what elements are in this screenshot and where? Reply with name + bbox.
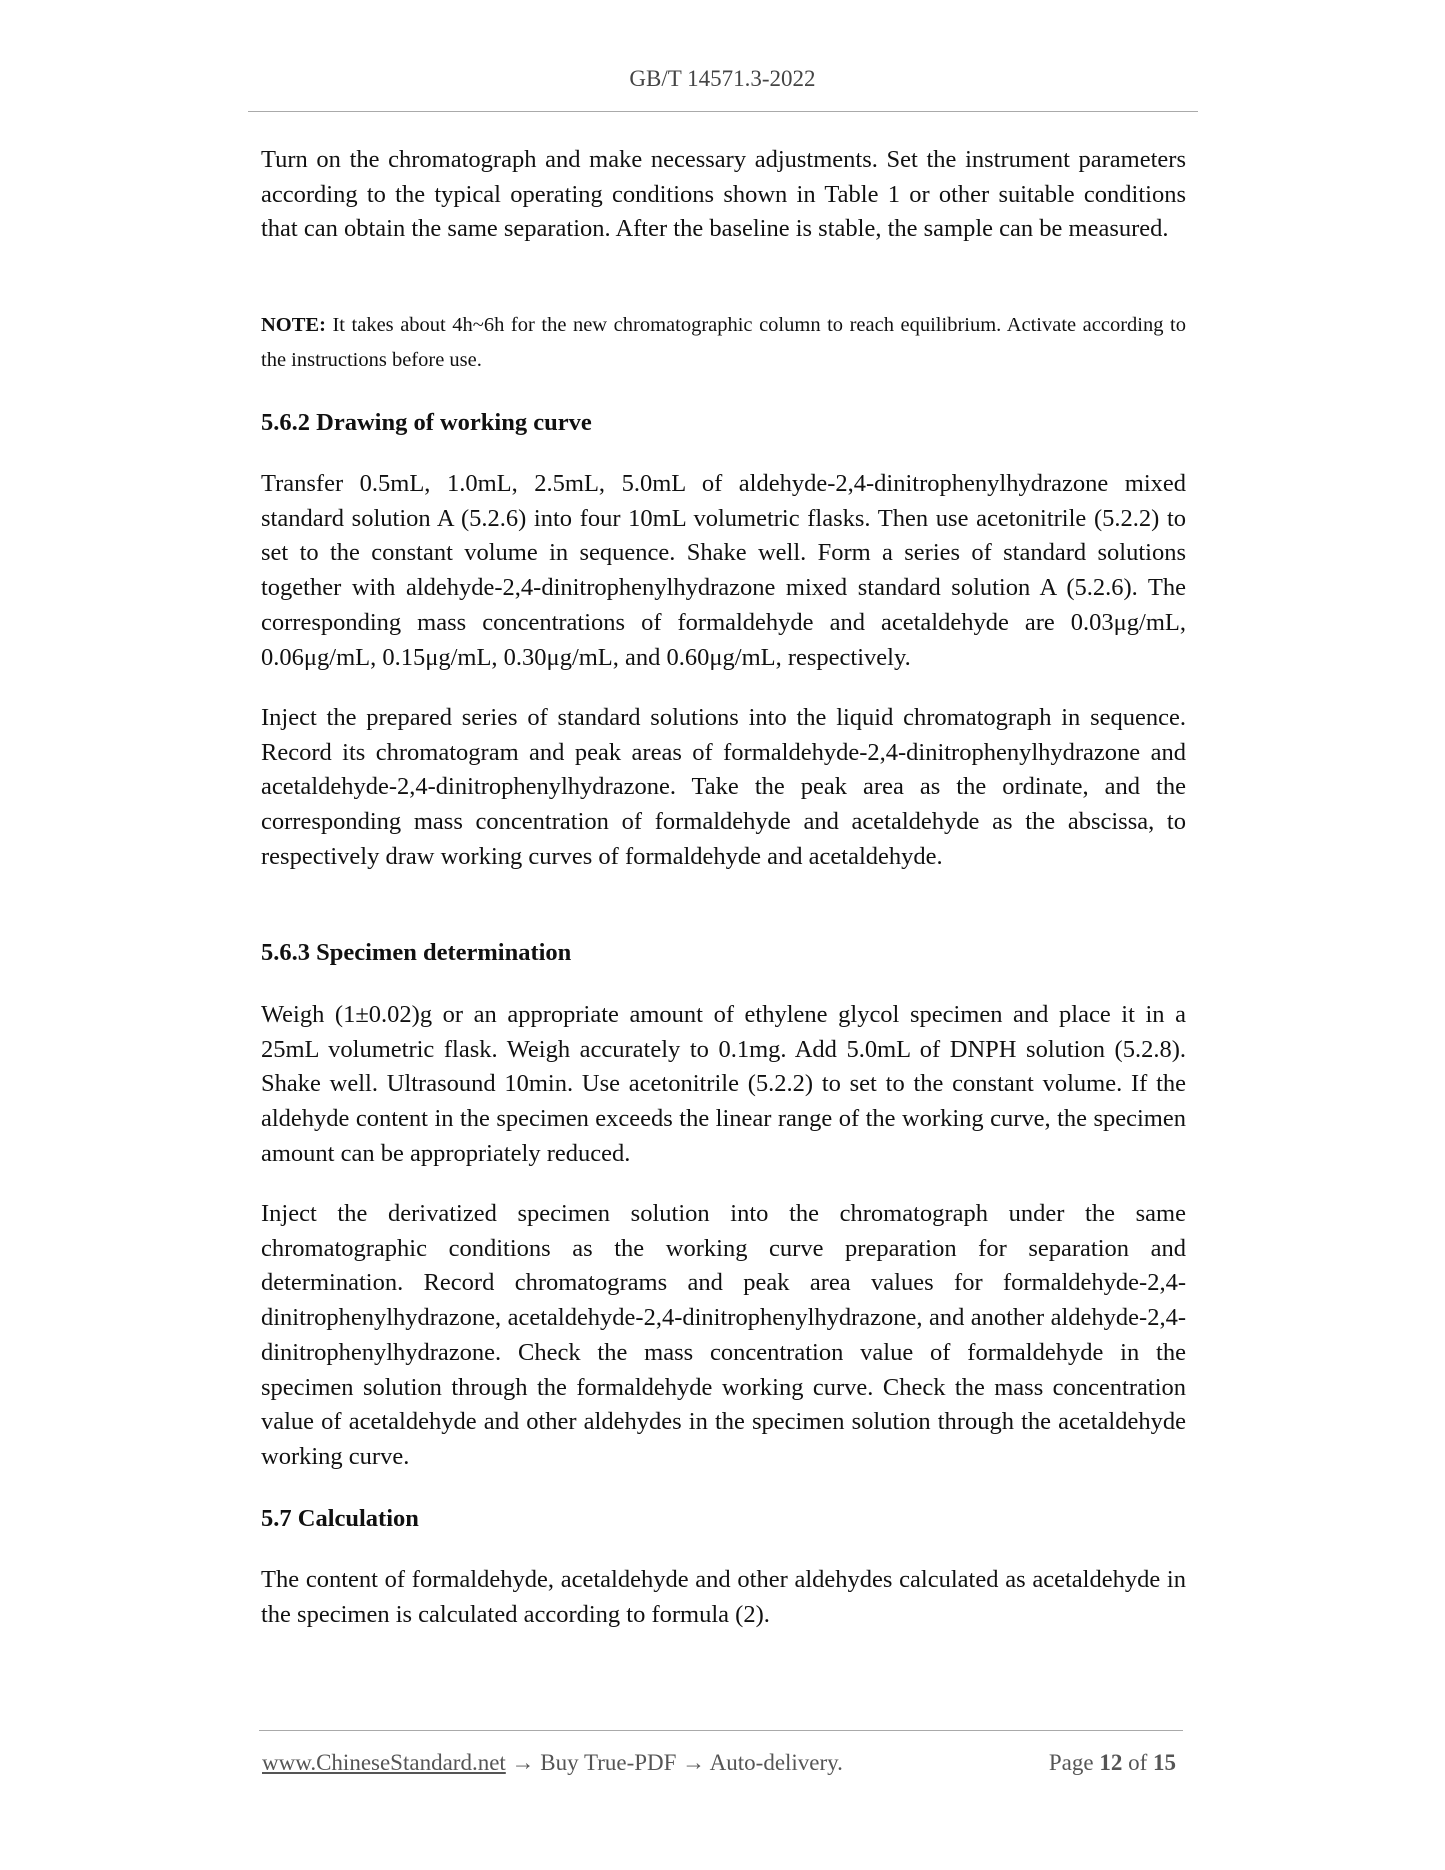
- page-total: 15: [1153, 1750, 1176, 1775]
- paragraph-weigh-specimen: Weigh (1±0.02)g or an appropriate amount of ethylene glycol specimen and place it in a 25mL volumetric flask. Weigh accurately to 0.1mg. Add 5.0mL of DNPH solution (5.2.8). Shake well. Ultrasound 10min. Use acetonitrile (5.2.2) to set to the constant volume. If the aldehyde content in the specimen exceeds the linear range of the working curve, the specimen amount can be appropriately reduced.: [261, 1001, 1186, 1167]
- page-label: Page: [1048, 1750, 1100, 1775]
- page-indicator: [1049, 1750, 1176, 1776]
- paragraph-inject-standards: Inject the prepared series of standard solutions into the liquid chromatograph in sequence. Record its chromatogram and peak areas of formaldehyde-2,4-dinitrophenylhydrazone and acetaldehyde-2,4-dinitrophenylhydrazone. Take the peak area as the ordinate, and the corresponding mass concentration of formaldehyde and acetaldehyde as the abscissa, to respectively draw working curves of formaldehyde and acetaldehyde.: [261, 704, 1186, 870]
- header-divider: [248, 111, 1198, 112]
- page-number: 12: [1099, 1750, 1123, 1775]
- note-label: NOTE:: [261, 314, 326, 336]
- paragraph-standard-solutions: Transfer 0.5mL, 1.0mL, 2.5mL, 5.0mL of aldehyde-2,4-dinitrophenylhydrazone mixed standard solution A (5.2.6) into four 10mL volumetric flasks. Then use acetonitrile (5.2.2) to set to the constant volume in sequence. Shake well. Form a series of standard solutions together with aldehyde-2,4-dinitrophenylhydrazone mixed standard solution A (5.2.6). The corresponding mass concentrations of formaldehyde and acetaldehyde are 0.03μg/mL, 0.06μg/mL, 0.15μg/mL, 0.30μg/mL, and 0.60μg/mL, respectively.: [261, 470, 1186, 671]
- paragraph-inject-specimen: Inject the derivatized specimen solution into the chromatograph under the same chromatographic conditions as the working curve preparation for separation and determination. Record chromatograms and peak area values for formaldehyde-2,4-dinitrophenylhydrazone, acetaldehyde-2,4-dinitrophenylhydrazone, and another aldehyde-2,4-dinitrophenylhydrazone. Check the mass concentration value of formaldehyde in the specimen solution through the formaldehyde working curve. Check the mass concentration value of acetaldehyde and other aldehydes in the specimen solution through the acetaldehyde working curve.: [261, 1200, 1186, 1470]
- note-text: It takes about 4h~6h for the new chromatographic column to reach equilibrium. Activate according to the instructions before use.: [261, 314, 1186, 371]
- paragraph-instrument-setup: Turn on the chromatograph and make necessary adjustments. Set the instrument parameters according to the typical operating conditions shown in Table 1 or other suitable conditions that can obtain the same separation. After the baseline is stable, the sample can be measured.: [261, 146, 1186, 243]
- footer-divider: [259, 1730, 1183, 1731]
- heading-5-7: 5.7 Calculation: [261, 1505, 419, 1532]
- footer-tagline: → Buy True-PDF → Auto-delivery.: [505, 1750, 843, 1775]
- website-link[interactable]: www.ChineseStandard.net: [262, 1750, 506, 1775]
- paragraph-calculation: The content of formaldehyde, acetaldehyde and other aldehydes calculated as acetaldehyde in the specimen is calculated according to formula (2).: [261, 1566, 1186, 1628]
- heading-5-6-3: 5.6.3 Specimen determination: [261, 939, 572, 966]
- of-label: of: [1122, 1750, 1153, 1775]
- note-paragraph: [261, 308, 1186, 377]
- footer-text: [262, 1750, 843, 1776]
- heading-5-6-2: 5.6.2 Drawing of working curve: [261, 409, 592, 436]
- document-header-id: GB/T 14571.3-2022: [629, 66, 816, 91]
